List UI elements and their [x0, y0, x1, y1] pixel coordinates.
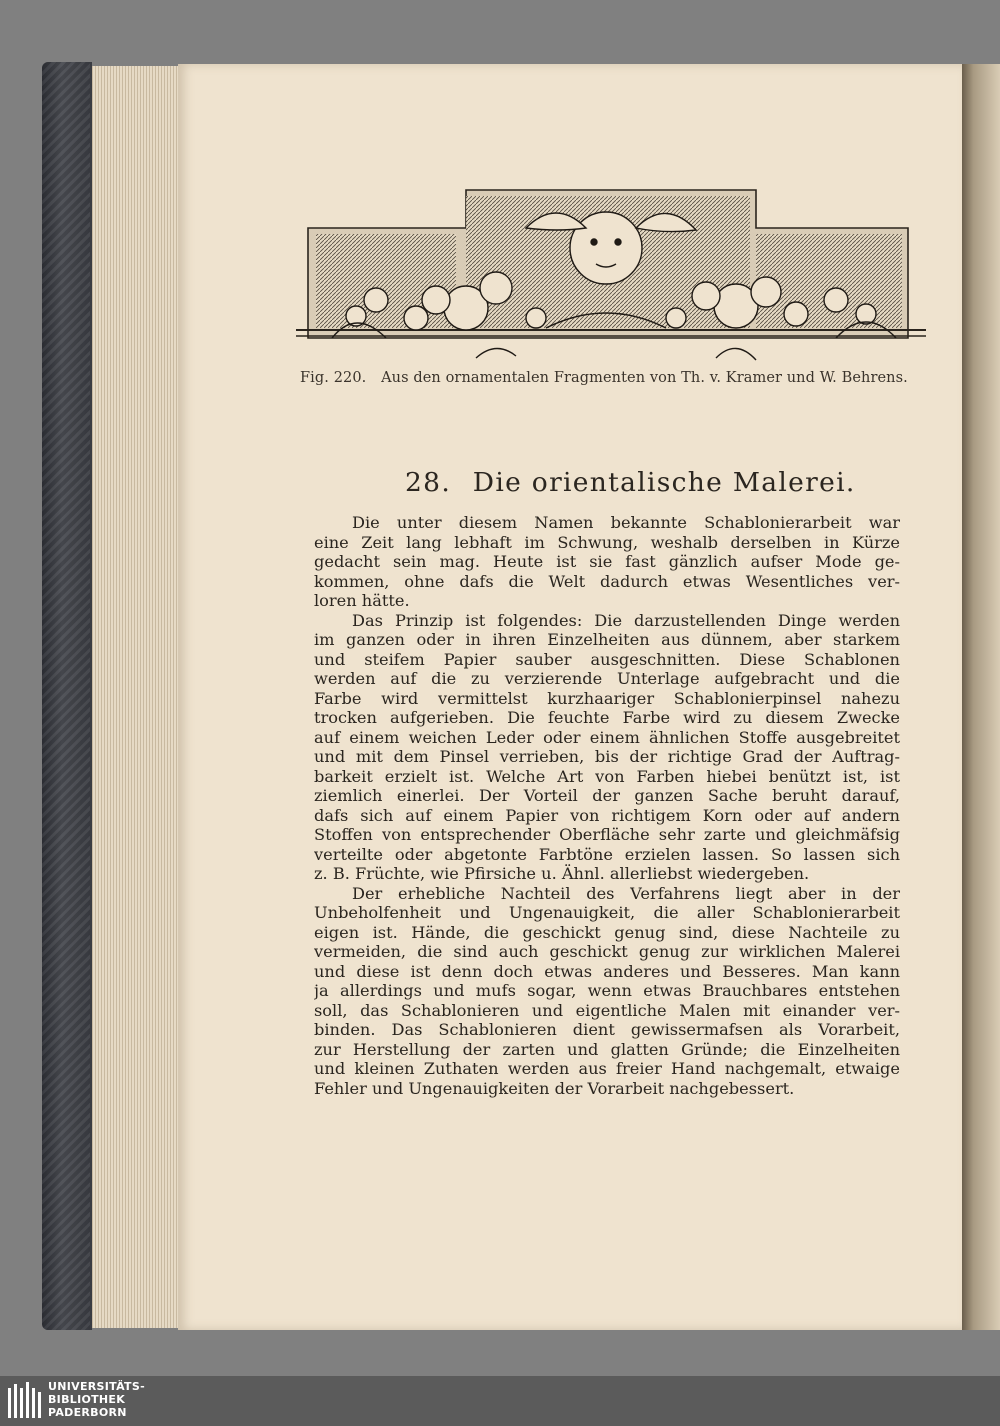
text-line: werden auf die zu verzierende Unterlage aufgebracht und die — [314, 669, 900, 688]
library-logo-text — [48, 1380, 145, 1419]
cover-texture — [42, 62, 90, 1330]
text-line: und diese ist denn doch etwas anderes und Besseres. Man kann — [314, 961, 900, 981]
text-line: barkeit erzielt ist. Welche Art von Farben hiebei benützt ist, ist — [314, 766, 900, 786]
text-line: im ganzen oder in ihren Einzelheiten aus dünnem, aber starkem — [314, 630, 900, 649]
text-line: binden. Das Schablonieren dient gewissermafsen als Vorarbeit, — [314, 1020, 900, 1039]
text-line: und steifem Papier sauber ausgeschnitten. Diese Schablonen — [314, 649, 900, 669]
text-line: zur Herstellung der zarten und glatten Gründe; die Einzelheiten — [314, 1039, 900, 1059]
text-line: soll, das Schablonieren und eigentliche Malen mit einander ver- — [314, 1000, 900, 1020]
text-line: auf einem weichen Leder oder einem ähnlichen Stoffe ausgebreitet — [314, 727, 900, 747]
text-line: Das Prinzip ist folgendes: Die darzustellenden Dinge werden — [352, 610, 900, 630]
section-number: 28. — [405, 467, 452, 498]
text-line: trocken aufgerieben. Die feuchte Farbe wird zu diesem Zwecke — [314, 708, 900, 727]
text-line: vermeiden, die sind auch geschickt genug zur wirklichen Malerei — [314, 942, 900, 961]
text-line: dafs sich auf einem Papier von richtigem Korn oder auf andern — [314, 805, 900, 825]
text-line: Stoffen von entsprechender Oberfläche sehr zarte und gleichmäfsig — [314, 825, 900, 844]
library-logo-icon — [6, 1380, 42, 1422]
section-heading — [405, 467, 856, 498]
text-line: eigen ist. Hände, die geschickt genug sind, diese Nachteile zu — [314, 922, 900, 942]
text-line: z. B. Früchte, wie Pfirsiche u. Ähnl. allerliebst wiedergeben. — [314, 864, 810, 883]
ornament-illustration — [296, 188, 926, 368]
figure-caption — [300, 370, 920, 386]
text-line: kommen, ohne dafs die Welt dadurch etwas Wesentliches ver- — [314, 571, 900, 591]
text-line: gedacht sein mag. Heute ist sie fast gänzlich aufser Mode ge- — [314, 552, 900, 571]
figure-label: Fig. 220. — [300, 370, 367, 386]
body-text — [314, 513, 900, 1098]
figure-caption-text: Aus den ornamentalen Fragmenten von Th. v. Kramer und W. Behrens. — [381, 370, 908, 386]
facing-page-edge — [962, 64, 1000, 1330]
section-title: Die orientalische Malerei. — [472, 467, 856, 498]
text-line: ja allerdings und mufs sogar, wenn etwas Brauchbares entstehen — [314, 981, 900, 1000]
footer-bar — [0, 1376, 1000, 1426]
text-line: Die unter diesem Namen bekannte Schablonierarbeit war — [352, 513, 900, 532]
text-line: Farbe wird vermittelst kurzhaariger Schablonierpinsel nahezu — [314, 688, 900, 708]
text-line: eine Zeit lang lebhaft im Schwung, weshalb derselben in Kürze — [314, 532, 900, 552]
text-line: und mit dem Pinsel verrieben, bis der richtige Grad der Auftrag- — [314, 747, 900, 766]
page-edges — [92, 66, 182, 1328]
logo-line: BIBLIOTHEK — [48, 1393, 126, 1406]
logo-line: UNIVERSITÄTS- — [48, 1380, 145, 1393]
text-line: und kleinen Zuthaten werden aus freier Hand nachgemalt, etwaige — [314, 1059, 900, 1078]
text-line: Der erhebliche Nachteil des Verfahrens liegt aber in der — [352, 883, 900, 903]
text-line: verteilte oder abgetonte Farbtöne erzielen lassen. So lassen sich — [314, 844, 900, 864]
text-line: Fehler und Ungenauigkeiten der Vorarbeit nachgebessert. — [314, 1078, 795, 1098]
text-line: loren hätte. — [314, 591, 410, 610]
text-line: Unbeholfenheit und Ungenauigkeit, die aller Schablonierarbeit — [314, 903, 900, 922]
logo-line: PADERBORN — [48, 1406, 127, 1419]
text-line: ziemlich einerlei. Der Vorteil der ganzen Sache beruht darauf, — [314, 786, 900, 805]
